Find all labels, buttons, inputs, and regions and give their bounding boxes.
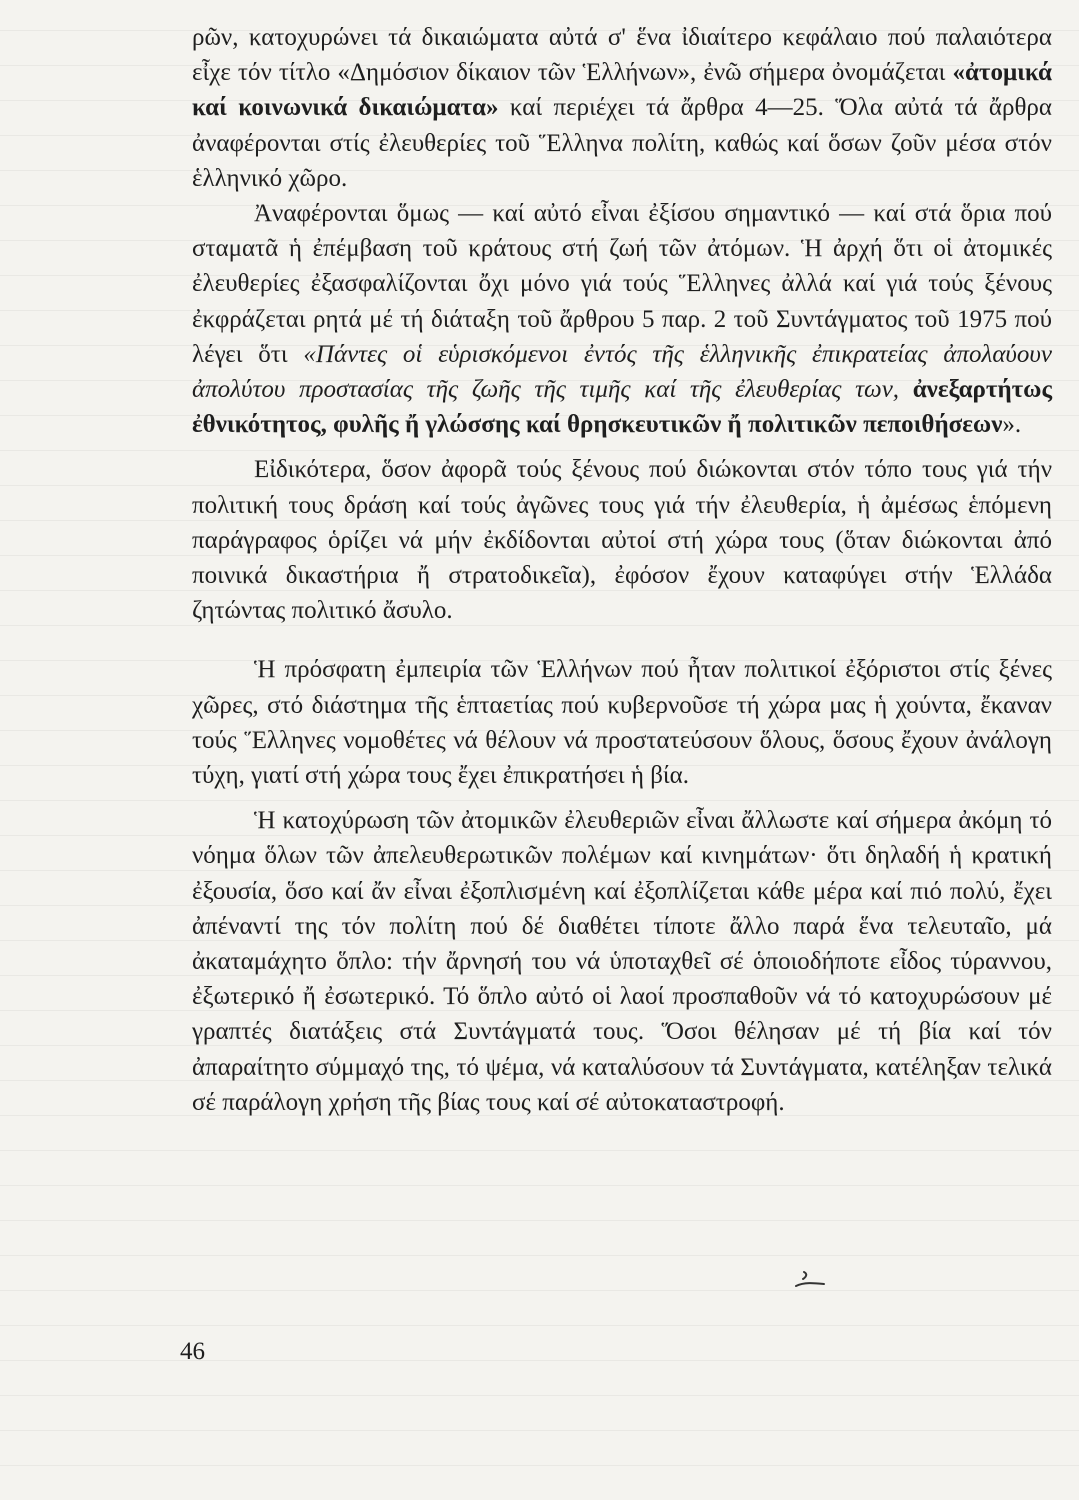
body-text: [192, 20, 1052, 1120]
p1-seg-3: καί περιέχει τά ἄρθρα 4—25. Ὅλα αὐτά τά ἄρθρα ἀναφέρονται στίς ἐλευθερίες τοῦ Ἕλληνα πολίτη, καθώς καί ὅσων ζοῦν μέσα στόν ἑλληνικό χῶρο.: [192, 94, 1052, 192]
p1-seg-2-bold: «ἀτομικά καί κοινωνικά δικαιώματα»: [192, 59, 1052, 122]
p2-seg-3-bold: ἀνεξαρτήτως ἐθνικότητος, φυλῆς ἤ γλώσσης καί θρησκευτικῶν ἤ πολιτικῶν πεποιθήσεων: [192, 376, 1052, 439]
p1-seg-1: ρῶν, κατοχυρώνει τά δικαιώματα αὐτά σ' ἕνα ἰδιαίτερο κεφάλαιο πού παλαιότερα εἶχε τόν τίτλο «Δημόσιον δίκαιον τῶν Ἑλλήνων», ἐνῶ σήμερα ὀνομάζεται: [192, 24, 1052, 87]
p4-seg-1: Ἡ πρόσφατη ἐμπειρία τῶν Ἑλλήνων πού ἦταν πολιτικοί ἐξόριστοι στίς ξένες χῶρες, στό διάστημα τῆς ἑπταετίας πού κυβερνοῦσε τή χώρα μας ἡ χούντα, ἔκαναν τούς Ἕλληνες νομοθέτες νά θέλουν νά προστατεύσουν ὅλους, ὅσους ἔχουν ἀνάλογη τύχη, γιατί στή χώρα τους ἔχει ἐπικρατήσει ἡ βία.: [192, 656, 1052, 790]
p5-seg-1: Ἡ κατοχύρωση τῶν ἀτομικῶν ἐλευθεριῶν εἶναι ἄλλωστε καί σήμερα ἀκόμη τό νόημα ὅλων τῶν ἀπελευθερωτικῶν πολέμων καί κινημάτων· ὅτι δηλαδή ἡ κρατική ἐξουσία, ὅσο καί ἄν εἶναι ἐξοπλισμένη καί ἐξοπλίζεται κάθε μέρα καί πιό πολύ, ἔχει ἀπέναντί της τόν πολίτη πού δέ διαθέτει τίποτε ἄλλο παρά ἕνα τελευταῖο, μά ἀκαταμάχητο ὅπλο: τήν ἄρνησή του νά ὑποταχθεῖ σέ ὁποιοδήποτε εἶδος τύραννου, ἐξωτερικό ἤ ἐσωτερικό. Τό ὅπλο αὐτό οἱ λαοί προσπαθοῦν νά τό κατοχυρώσουν μέ γραπτές διατάξεις στά Συντάγματά τους. Ὅσοι θέλησαν μέ τή βία καί τόν ἀπαραίτητο σύμμαχό της, τό ψέμα, νά καταλύσουν τά Συντάγματα, κατέληξαν τελικά σέ παράλογη χρήση τῆς βίας τους καί σέ αὐτοκαταστροφή.: [192, 807, 1052, 1116]
paragraph-2: [192, 196, 1052, 442]
paragraph-3: [192, 452, 1052, 628]
paragraph-1: [192, 20, 1052, 196]
ink-mark-icon: [790, 1270, 830, 1290]
paragraph-5: [192, 803, 1052, 1120]
paragraph-4: [192, 652, 1052, 793]
p2-seg-4: ».: [1002, 411, 1022, 439]
p3-seg-1: Εἰδικότερα, ὅσον ἀφορᾶ τούς ξένους πού διώκονται στόν τόπο τους γιά τήν πολιτική τους δράση καί τούς ἀγῶνες τους γιά τήν ἐλευθερία, ἡ ἀμέσως ἑπόμενη παράγραφος ὁρίζει νά μήν ἐκδίδονται αὐτοί στή χώρα τους (ὅταν διώκονται ἀπό ποινικά δικαστήρια ἤ στρατοδικεῖα), ἐφόσον ἔχουν καταφύγει στήν Ἑλλάδα ζητώντας πολιτικό ἄσυλο.: [192, 456, 1052, 625]
p2-seg-1: Ἀναφέρονται ὅμως — καί αὐτό εἶναι ἐξίσου σημαντικό — καί στά ὅρια πού σταματᾶ ἡ ἐπέμβαση τοῦ κράτους στή ζωή τῶν ἀτόμων. Ἡ ἀρχή ὅτι οἱ ἀτομικές ἐλευθερίες ἐξασφαλίζονται ὄχι μόνο γιά τούς Ἕλληνες ἀλλά καί γιά τούς ξένους ἐκφράζεται ρητά μέ τή διάταξη τοῦ ἄρθρου 5 παρ. 2 τοῦ Συντάγματος τοῦ 1975 πού λέγει ὅτι: [192, 200, 1052, 368]
p2-seg-2-italic: «Πάντες οἱ εὑρισκόμενοι ἐντός τῆς ἑλληνικῆς ἐπικρατείας ἀπολαύουν ἀπολύτου προστασίας τῆς ζωῆς τῆς τιμῆς καί τῆς ἐλευθερίας των,: [192, 340, 1052, 404]
page-number: 46: [180, 1338, 205, 1365]
